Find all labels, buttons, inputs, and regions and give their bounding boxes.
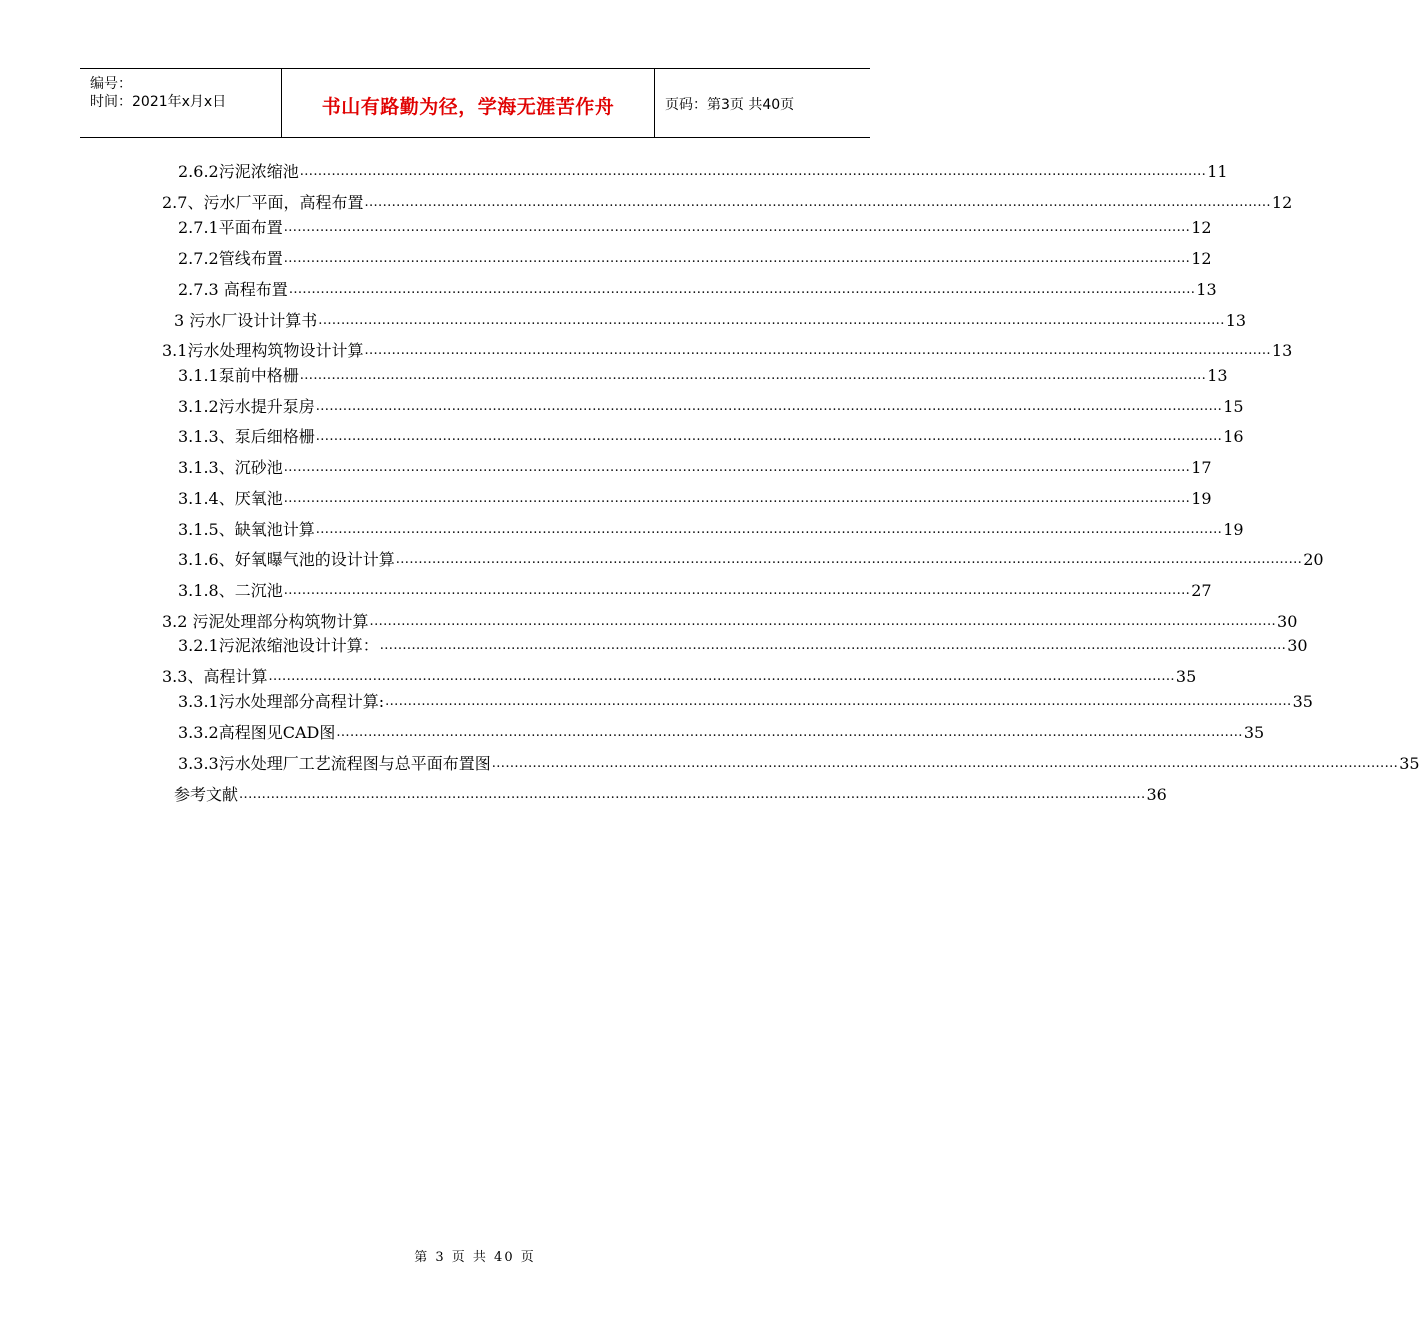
toc-entry[interactable] (178, 216, 1212, 238)
toc-leader-dots: ........................................................................................................................................................................................................ (315, 399, 1223, 414)
toc-entry[interactable] (162, 191, 1293, 213)
toc-entry-page: 11 (1207, 162, 1228, 181)
toc-entry-page: 19 (1191, 489, 1212, 508)
document-header (80, 68, 870, 138)
toc-leader-dots: ........................................................................................................................................................................................................ (268, 669, 1175, 684)
toc-leader-dots: ........................................................................................................................................................................................................ (239, 787, 1146, 802)
toc-entry-title: 3.1.5、缺氧池计算 (178, 520, 315, 539)
toc-entry-page: 12 (1271, 193, 1293, 212)
toc-entry-title: 2.7、污水厂平面，高程布置 (162, 193, 364, 212)
header-page-info: 页码：第3页 共40页 (665, 97, 795, 113)
header-page-cell (655, 69, 870, 137)
toc-entry-page: 13 (1207, 366, 1228, 385)
toc-leader-dots: ........................................................................................................................................................................................................ (369, 614, 1277, 629)
toc-leader-dots: ........................................................................................................................................................................................................ (283, 220, 1191, 235)
toc-entry-title: 3.3.3污水处理厂工艺流程图与总平面布置图 (178, 754, 491, 773)
toc-entry-page: 36 (1146, 785, 1167, 804)
toc-entry-title: 2.7.1平面布置 (178, 218, 283, 237)
toc-leader-dots: ........................................................................................................................................................................................................ (336, 725, 1243, 740)
toc-leader-dots: ........................................................................................................................................................................................................ (283, 491, 1191, 506)
toc-entry-page: 35 (1399, 754, 1420, 773)
motto-text: 书山有路勤为径，学海无涯苦作舟 (321, 96, 615, 118)
toc-entry-title: 参考文献 (174, 785, 239, 804)
toc-entry-page: 27 (1191, 581, 1212, 600)
toc-entry[interactable] (178, 425, 1244, 447)
toc-entry-title: 3.1.4、厌氧池 (178, 489, 283, 508)
toc-leader-dots: ........................................................................................................................................................................................................ (395, 552, 1303, 567)
toc-leader-dots: ........................................................................................................................................................................................................ (315, 522, 1223, 537)
toc-leader-dots: ........................................................................................................................................................................................................ (283, 251, 1191, 266)
toc-leader-dots: ........................................................................................................................................................................................................ (299, 164, 1207, 179)
header-meta-cell (80, 69, 282, 137)
toc-entry-page: 35 (1175, 667, 1197, 686)
toc-entry-title: 3.2 污泥处理部分构筑物计算 (162, 612, 369, 631)
toc-entry-title: 3.3.1污水处理部分高程计算: (178, 692, 385, 711)
toc-entry-page: 35 (1243, 723, 1265, 742)
toc-leader-dots: ........................................................................................................................................................................................................ (288, 282, 1196, 297)
toc-entry[interactable] (178, 752, 1420, 774)
toc-entry-page: 30 (1287, 636, 1308, 655)
toc-entry-title: 3.1.3、泵后细格栅 (178, 427, 315, 446)
toc-leader-dots: ........................................................................................................................................................................................................ (385, 694, 1292, 709)
toc-entry-page: 20 (1303, 550, 1324, 569)
toc-leader-dots: ........................................................................................................................................................................................................ (283, 460, 1191, 475)
toc-entry-page: 12 (1191, 218, 1212, 237)
toc-entry-title: 3.1.3、沉砂池 (178, 458, 283, 477)
toc-entry-page: 13 (1225, 311, 1247, 330)
toc-entry[interactable] (178, 690, 1313, 712)
toc-leader-dots: ........................................................................................................................................................................................................ (364, 195, 1271, 210)
toc-entry[interactable] (178, 278, 1217, 300)
toc-entry[interactable] (178, 518, 1244, 540)
toc-entry[interactable] (178, 456, 1212, 478)
time-label: 时间：2021年x月x日 (90, 94, 227, 110)
toc-entry[interactable] (178, 160, 1228, 182)
number-label: 编号： (90, 76, 132, 92)
toc-leader-dots: ........................................................................................................................................................................................................ (318, 313, 1225, 328)
toc-entry-page: 35 (1292, 692, 1313, 711)
toc-entry[interactable] (162, 339, 1293, 361)
toc-entry-title: 3 污水厂设计计算书 (174, 311, 318, 330)
header-motto-cell (282, 69, 655, 137)
page-footer: 第 3 页 共 40 页 (414, 1250, 536, 1265)
toc-entry-title: 2.6.2污泥浓缩池 (178, 162, 299, 181)
toc-leader-dots: ........................................................................................................................................................................................................ (299, 368, 1207, 383)
toc-entry[interactable] (178, 634, 1308, 656)
toc-leader-dots: ........................................................................................................................................................................................................ (364, 343, 1271, 358)
toc-entry-title: 2.7.2管线布置 (178, 249, 283, 268)
toc-entry[interactable] (178, 364, 1228, 386)
toc-entry-title: 2.7.3 高程布置 (178, 280, 288, 299)
toc-entry[interactable] (178, 579, 1212, 601)
toc-entry-title: 3.1.8、二沉池 (178, 581, 283, 600)
toc-entry[interactable] (178, 487, 1212, 509)
toc-entry-page: 16 (1223, 427, 1244, 446)
toc-entry-page: 30 (1277, 612, 1298, 631)
toc-entry[interactable] (162, 665, 1197, 687)
toc-entry-title: 3.3.2高程图见CAD图 (178, 723, 336, 742)
toc-leader-dots: ........................................................................................................................................................................................................ (283, 583, 1191, 598)
toc-entry-page: 19 (1223, 520, 1244, 539)
toc-entry-title: 3.2.1污泥浓缩池设计计算： (178, 636, 379, 655)
toc-entry-page: 13 (1196, 280, 1217, 299)
toc-entry-title: 3.1.6、好氧曝气池的设计计算 (178, 550, 395, 569)
toc-entry-page: 15 (1223, 397, 1244, 416)
toc-entry[interactable] (162, 610, 1298, 632)
toc-leader-dots: ........................................................................................................................................................................................................ (315, 429, 1223, 444)
toc-entry-page: 17 (1191, 458, 1212, 477)
toc-entry-title: 3.3、高程计算 (162, 667, 268, 686)
toc-entry[interactable] (174, 783, 1167, 805)
toc-leader-dots: ........................................................................................................................................................................................................ (379, 638, 1287, 653)
toc-entry[interactable] (178, 247, 1212, 269)
toc-entry-title: 3.1污水处理构筑物设计计算 (162, 341, 364, 360)
toc-leader-dots: ........................................................................................................................................................................................................ (491, 756, 1399, 771)
toc-entry-page: 12 (1191, 249, 1212, 268)
toc-entry[interactable] (178, 395, 1244, 417)
toc-entry[interactable] (178, 721, 1265, 743)
toc-entry[interactable] (178, 548, 1324, 570)
toc-entry-page: 13 (1271, 341, 1293, 360)
toc-entry-title: 3.1.1泵前中格栅 (178, 366, 299, 385)
toc-entry-title: 3.1.2污水提升泵房 (178, 397, 315, 416)
toc-entry[interactable] (174, 309, 1247, 331)
